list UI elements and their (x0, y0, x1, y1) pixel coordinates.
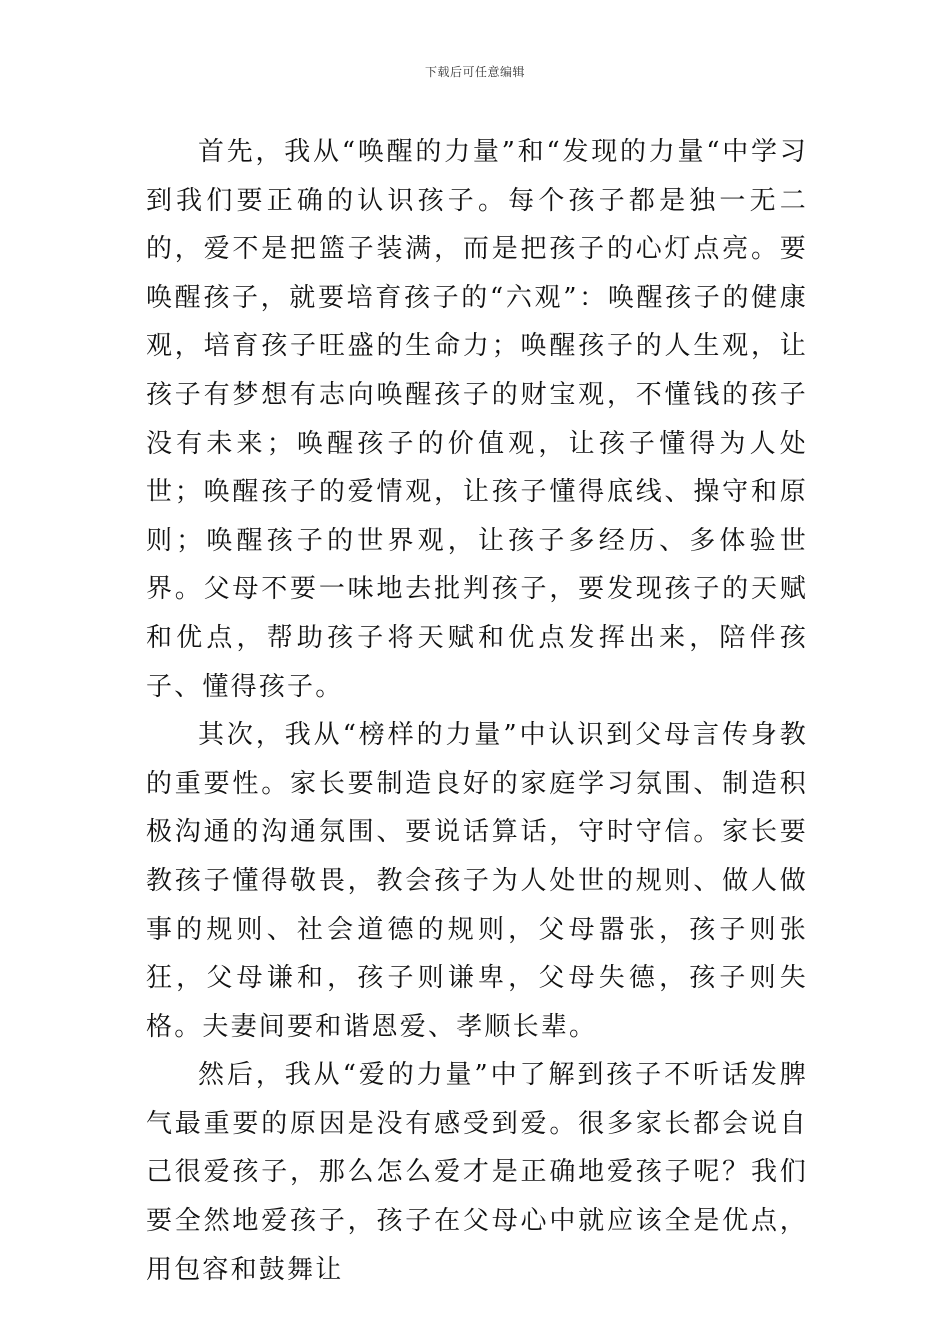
page-header: 下载后可任意编辑 (424, 65, 525, 79)
paragraph-role-model: 其次，我从“榜样的力量”中认识到父母言传身教的重要性。家长要制造良好的家庭学习氛围、制造积极沟通的沟通氛围、要说话算话，守时守信。家长要教孩子懂得敬畏，教会孩子为人处世的规则、做人做事的规则、社会道德的规则，父母嚣张，孩子则张狂，父母谦和，孩子则谦卑，父母失德，孩子则失格。夫妻间要和谐恩爱、孝顺长辈。 (146, 720, 808, 1042)
document-body (146, 128, 808, 1294)
paragraph-love: 然后，我从“爱的力量”中了解到孩子不听话发脾气最重要的原因是没有感受到爱。很多家长都会说自己很爱孩子，那么怎么爱才是正确地爱孩子呢？我们要全然地爱孩子，孩子在父母心中就应该全是优点，用包容和鼓舞让 (146, 1060, 808, 1285)
paragraph-awakening: 首先，我从“唤醒的力量”和“发现的力量“中学习到我们要正确的认识孩子。每个孩子都是独一无二的，爱不是把篮子装满，而是把孩子的心灯点亮。要唤醒孩子，就要培育孩子的“六观”：唤醒孩子的健康观，培育孩子旺盛的生命力；唤醒孩子的人生观，让孩子有梦想有志向唤醒孩子的财宝观，不懂钱的孩子没有未来；唤醒孩子的价值观，让孩子懂得为人处世；唤醒孩子的爱情观，让孩子懂得底线、操守和原则；唤醒孩子的世界观，让孩子多经历、多体验世界。父母不要一味地去批判孩子，要发现孩子的天赋和优点，帮助孩子将天赋和优点发挥出来，陪伴孩子、懂得孩子。 (146, 137, 808, 702)
